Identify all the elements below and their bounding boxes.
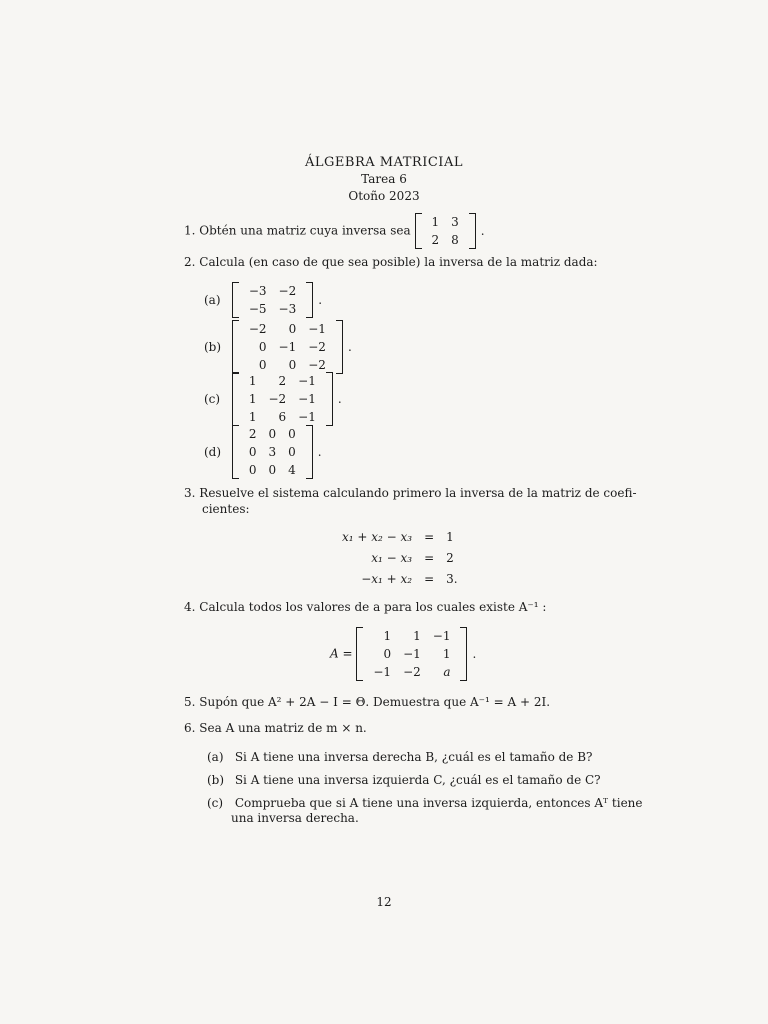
problem-5 xyxy=(184,695,550,709)
problem-3 xyxy=(184,486,637,500)
assignment-subtitle: Tarea 6 xyxy=(361,172,407,186)
problem-number: 3. xyxy=(184,486,196,500)
problem-number: 6. xyxy=(184,721,196,735)
problem-number: 4. xyxy=(184,600,196,614)
page-title: ÁLGEBRA MATRICIAL xyxy=(305,155,463,170)
problem-1: 1. Obtén una matriz cuya inversa sea 1 3 2 8 . xyxy=(184,215,485,247)
problem-6a xyxy=(207,750,592,764)
equation-row: −x₁ + x₂ = 3. xyxy=(361,572,458,586)
problem-6c xyxy=(207,796,643,810)
problem-text: Obtén una matriz cuya inversa sea xyxy=(199,223,411,238)
problem-text: Calcula todos los valores de a para los cuales existe A⁻¹ : xyxy=(199,600,547,614)
item-label: (a) xyxy=(204,292,221,307)
equation-system xyxy=(336,527,464,590)
item-text: Si A tiene una inversa derecha B, ¿cuál es el tamaño de B? xyxy=(234,750,593,764)
matrix: 2 0 0 0 3 0 0 0 4 xyxy=(232,425,313,479)
item-label: (c) xyxy=(204,391,221,406)
matrix-lhs: A = xyxy=(330,646,353,661)
item-label: (c) xyxy=(207,796,224,810)
problem-text: Calcula (en caso de que sea posible) la inversa de la matriz dada: xyxy=(199,255,598,269)
problem-6 xyxy=(184,721,367,735)
matrix: −2 0 −1 0 −1 −2 0 0 −2 xyxy=(232,320,343,374)
matrix: 1 3 2 8 xyxy=(415,213,476,249)
problem-3-line2: cientes: xyxy=(202,502,250,516)
item-label: (b) xyxy=(204,339,222,354)
problem-text: Supón que A² + 2A − I = Θ. Demuestra que A⁻¹ = A + 2I. xyxy=(199,695,551,709)
problem-text: Resuelve el sistema calculando primero la inversa de la matriz de coefi- xyxy=(199,486,637,500)
matrix: 1 1 −1 0 −1 1 −1 −2 a xyxy=(356,627,467,681)
problem-2c: (c) 1 2 −1 1 −2 −1 1 6 −1 . xyxy=(204,374,342,424)
problem-number: 5. xyxy=(184,695,196,709)
problem-4-matrix: A = 1 1 −1 0 −1 1 −1 −2 a . xyxy=(330,629,477,679)
item-text: Si A tiene una inversa izquierda C, ¿cuál es el tamaño de C? xyxy=(234,773,601,787)
problem-6b xyxy=(207,773,601,787)
item-label: (a) xyxy=(207,750,224,764)
item-label: (d) xyxy=(204,444,222,459)
item-label: (b) xyxy=(207,773,225,787)
problem-2d: (d) 2 0 0 0 3 0 0 0 4 . xyxy=(204,427,322,477)
term-label: Otoño 2023 xyxy=(348,189,420,203)
page-number: 12 xyxy=(376,895,392,909)
item-text: Comprueba que si A tiene una inversa izquierda, entonces Aᵀ tiene xyxy=(234,796,643,810)
problem-2 xyxy=(184,255,598,269)
problem-4 xyxy=(184,600,546,614)
problem-2a: (a) −3 −2 −5 −3 . xyxy=(204,284,323,316)
equation-row: x₁ − x₃ = 2 xyxy=(371,551,454,565)
problem-text: Sea A una matriz de m × n. xyxy=(199,721,367,735)
problem-number: 1. xyxy=(184,223,196,238)
problem-6c-line2: una inversa derecha. xyxy=(231,811,359,825)
equation-row: x₁ + x₂ − x₃ = 1 xyxy=(342,530,454,544)
problem-number: 2. xyxy=(184,255,196,269)
matrix: 1 2 −1 1 −2 −1 1 6 −1 xyxy=(232,372,333,426)
problem-2b: (b) −2 0 −1 0 −1 −2 0 0 −2 . xyxy=(204,322,352,372)
matrix: −3 −2 −5 −3 xyxy=(232,282,313,318)
